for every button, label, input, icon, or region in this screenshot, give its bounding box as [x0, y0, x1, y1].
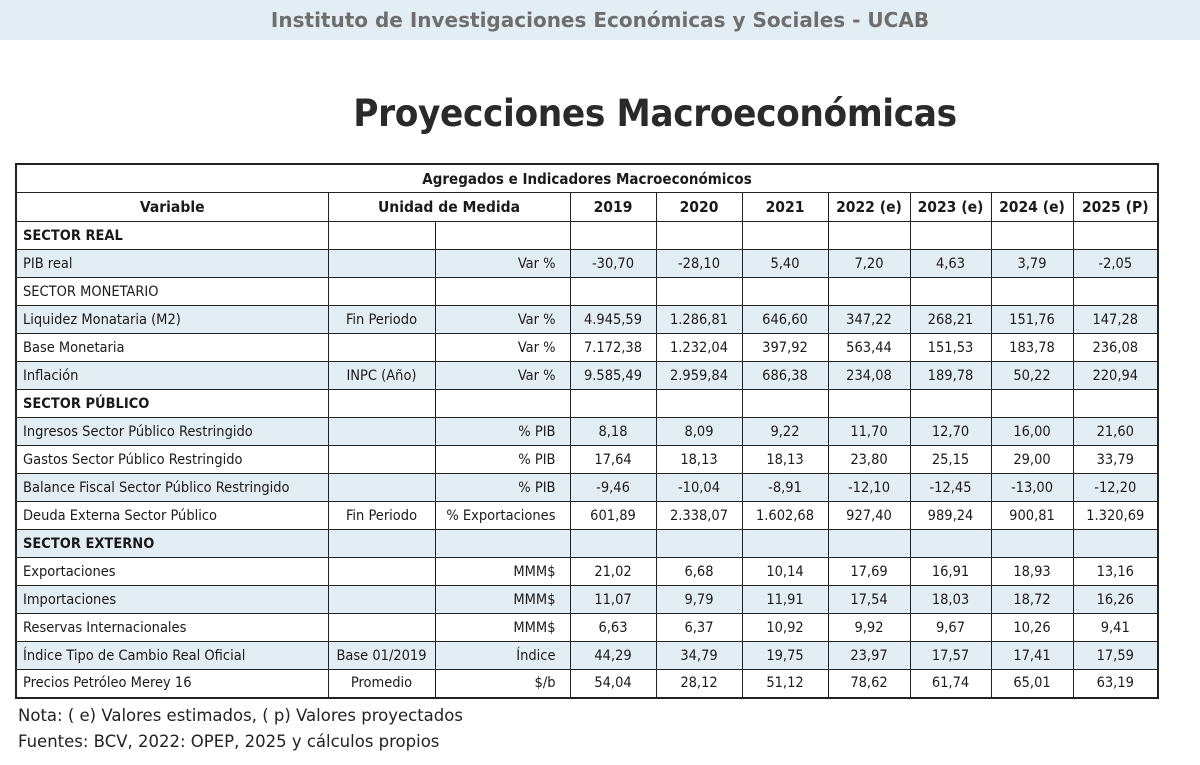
- unit-measure: [328, 530, 435, 558]
- institute-header: [0, 0, 1200, 40]
- unit-measure: [328, 222, 435, 250]
- table-header-row: [16, 193, 1158, 222]
- value-cell: 4,63: [910, 250, 991, 278]
- value-cell: [570, 390, 656, 418]
- unit-measure: [328, 418, 435, 446]
- value-cell: [991, 278, 1073, 306]
- unit-type: MMM$: [435, 558, 570, 586]
- table-row: [16, 390, 1158, 418]
- unit-type: MMM$: [435, 614, 570, 642]
- value-cell: 1.602,68: [742, 502, 828, 530]
- value-cell: 1.320,69: [1073, 502, 1158, 530]
- header-variable: Variable: [16, 193, 328, 222]
- unit-type: Índice: [435, 642, 570, 670]
- header-year: 2022 (e): [828, 193, 910, 222]
- value-cell: 900,81: [991, 502, 1073, 530]
- row-label: Precios Petróleo Merey 16: [16, 670, 328, 698]
- unit-measure: Fin Periodo: [328, 306, 435, 334]
- value-cell: 11,91: [742, 586, 828, 614]
- value-cell: 34,79: [656, 642, 742, 670]
- value-cell: 17,57: [910, 642, 991, 670]
- value-cell: 151,53: [910, 334, 991, 362]
- header-year: 2025 (P): [1073, 193, 1158, 222]
- table-caption: Agregados e Indicadores Macroeconómicos: [16, 164, 1158, 193]
- value-cell: 2.959,84: [656, 362, 742, 390]
- table-row: [16, 250, 1158, 278]
- value-cell: [828, 390, 910, 418]
- unit-measure: [328, 558, 435, 586]
- row-label: Ingresos Sector Público Restringido: [16, 418, 328, 446]
- value-cell: -8,91: [742, 474, 828, 502]
- value-cell: [991, 530, 1073, 558]
- unit-type: Var %: [435, 306, 570, 334]
- value-cell: 12,70: [910, 418, 991, 446]
- row-label: Exportaciones: [16, 558, 328, 586]
- value-cell: 3,79: [991, 250, 1073, 278]
- value-cell: [742, 278, 828, 306]
- value-cell: 61,74: [910, 670, 991, 698]
- value-cell: 63,19: [1073, 670, 1158, 698]
- table-row: [16, 586, 1158, 614]
- value-cell: 29,00: [991, 446, 1073, 474]
- value-cell: 1.232,04: [656, 334, 742, 362]
- value-cell: 1.286,81: [656, 306, 742, 334]
- value-cell: 601,89: [570, 502, 656, 530]
- value-cell: [1073, 278, 1158, 306]
- value-cell: 25,15: [910, 446, 991, 474]
- value-cell: 10,26: [991, 614, 1073, 642]
- value-cell: 19,75: [742, 642, 828, 670]
- value-cell: 11,70: [828, 418, 910, 446]
- value-cell: 18,72: [991, 586, 1073, 614]
- unit-type: Var %: [435, 334, 570, 362]
- value-cell: 7,20: [828, 250, 910, 278]
- value-cell: 13,16: [1073, 558, 1158, 586]
- value-cell: 9,92: [828, 614, 910, 642]
- table-row: [16, 418, 1158, 446]
- value-cell: 9,41: [1073, 614, 1158, 642]
- value-cell: 183,78: [991, 334, 1073, 362]
- header-year: 2020: [656, 193, 742, 222]
- unit-measure: Base 01/2019: [328, 642, 435, 670]
- unit-type: $/b: [435, 670, 570, 698]
- value-cell: 10,14: [742, 558, 828, 586]
- table-row: [16, 278, 1158, 306]
- value-cell: 9,67: [910, 614, 991, 642]
- table-row: [16, 334, 1158, 362]
- value-cell: 9,22: [742, 418, 828, 446]
- value-cell: [656, 222, 742, 250]
- value-cell: 10,92: [742, 614, 828, 642]
- value-cell: 78,62: [828, 670, 910, 698]
- unit-type: % PIB: [435, 446, 570, 474]
- value-cell: 17,69: [828, 558, 910, 586]
- table-row: [16, 558, 1158, 586]
- value-cell: [828, 222, 910, 250]
- value-cell: [991, 222, 1073, 250]
- value-cell: 563,44: [828, 334, 910, 362]
- value-cell: [828, 278, 910, 306]
- value-cell: 17,64: [570, 446, 656, 474]
- table-row: [16, 642, 1158, 670]
- value-cell: [656, 530, 742, 558]
- unit-type: [435, 390, 570, 418]
- row-label: Índice Tipo de Cambio Real Oficial: [16, 642, 328, 670]
- value-cell: 23,80: [828, 446, 910, 474]
- value-cell: [910, 222, 991, 250]
- value-cell: 6,68: [656, 558, 742, 586]
- row-label: SECTOR EXTERNO: [16, 530, 328, 558]
- unit-type: % PIB: [435, 474, 570, 502]
- value-cell: 686,38: [742, 362, 828, 390]
- table-row: [16, 306, 1158, 334]
- value-cell: 151,76: [991, 306, 1073, 334]
- value-cell: 17,54: [828, 586, 910, 614]
- value-cell: 28,12: [656, 670, 742, 698]
- value-cell: [1073, 222, 1158, 250]
- table-row: [16, 362, 1158, 390]
- value-cell: 33,79: [1073, 446, 1158, 474]
- table-body: [16, 222, 1158, 698]
- value-cell: [656, 278, 742, 306]
- row-label: Base Monetaria: [16, 334, 328, 362]
- notes: [18, 703, 463, 755]
- value-cell: [910, 390, 991, 418]
- value-cell: [570, 222, 656, 250]
- header-year: 2021: [742, 193, 828, 222]
- value-cell: -28,10: [656, 250, 742, 278]
- value-cell: 8,09: [656, 418, 742, 446]
- value-cell: 11,07: [570, 586, 656, 614]
- value-cell: 8,18: [570, 418, 656, 446]
- header-unidad: Unidad de Medida: [328, 193, 570, 222]
- value-cell: 54,04: [570, 670, 656, 698]
- unit-type: [435, 530, 570, 558]
- table-row: [16, 614, 1158, 642]
- value-cell: 347,22: [828, 306, 910, 334]
- value-cell: 17,59: [1073, 642, 1158, 670]
- row-label: SECTOR MONETARIO: [16, 278, 328, 306]
- value-cell: -10,04: [656, 474, 742, 502]
- unit-measure: Fin Periodo: [328, 502, 435, 530]
- row-label: Deuda Externa Sector Público: [16, 502, 328, 530]
- row-label: Gastos Sector Público Restringido: [16, 446, 328, 474]
- value-cell: 18,13: [656, 446, 742, 474]
- table-row: [16, 446, 1158, 474]
- row-label: Importaciones: [16, 586, 328, 614]
- value-cell: -13,00: [991, 474, 1073, 502]
- value-cell: [991, 390, 1073, 418]
- unit-measure: [328, 250, 435, 278]
- value-cell: 189,78: [910, 362, 991, 390]
- value-cell: 6,37: [656, 614, 742, 642]
- value-cell: 65,01: [991, 670, 1073, 698]
- unit-measure: [328, 474, 435, 502]
- value-cell: 16,00: [991, 418, 1073, 446]
- value-cell: 268,21: [910, 306, 991, 334]
- header-year: 2019: [570, 193, 656, 222]
- value-cell: [656, 390, 742, 418]
- macro-indicators-table: [15, 163, 1159, 699]
- value-cell: -12,10: [828, 474, 910, 502]
- row-label: Inflación: [16, 362, 328, 390]
- value-cell: 23,97: [828, 642, 910, 670]
- value-cell: -2,05: [1073, 250, 1158, 278]
- unit-type: MMM$: [435, 586, 570, 614]
- value-cell: [570, 278, 656, 306]
- unit-type: % PIB: [435, 418, 570, 446]
- row-label: PIB real: [16, 250, 328, 278]
- value-cell: [742, 390, 828, 418]
- table-caption-row: [16, 164, 1158, 193]
- value-cell: 17,41: [991, 642, 1073, 670]
- value-cell: -12,45: [910, 474, 991, 502]
- table-row: [16, 670, 1158, 698]
- note-sources: Fuentes: BCV, 2022: OPEP, 2025 y cálculos propios: [18, 732, 440, 751]
- unit-type: % Exportaciones: [435, 502, 570, 530]
- value-cell: [910, 278, 991, 306]
- value-cell: -9,46: [570, 474, 656, 502]
- value-cell: -12,20: [1073, 474, 1158, 502]
- note-estimates: Nota: ( e) Valores estimados, ( p) Valores proyectados: [18, 706, 463, 725]
- value-cell: 2.338,07: [656, 502, 742, 530]
- header-year: 2023 (e): [910, 193, 991, 222]
- value-cell: [828, 530, 910, 558]
- row-label: Liquidez Monataria (M2): [16, 306, 328, 334]
- page-title: Proyecciones Macroeconómicas: [353, 92, 957, 135]
- unit-measure: [328, 586, 435, 614]
- unit-measure: [328, 334, 435, 362]
- unit-measure: [328, 614, 435, 642]
- value-cell: 147,28: [1073, 306, 1158, 334]
- value-cell: [1073, 390, 1158, 418]
- row-label: Balance Fiscal Sector Público Restringido: [16, 474, 328, 502]
- value-cell: 16,91: [910, 558, 991, 586]
- value-cell: 4.945,59: [570, 306, 656, 334]
- value-cell: 18,93: [991, 558, 1073, 586]
- value-cell: 21,60: [1073, 418, 1158, 446]
- value-cell: 44,29: [570, 642, 656, 670]
- row-label: Reservas Internacionales: [16, 614, 328, 642]
- value-cell: [742, 222, 828, 250]
- unit-measure: [328, 278, 435, 306]
- table-row: [16, 222, 1158, 250]
- unit-type: Var %: [435, 362, 570, 390]
- value-cell: 5,40: [742, 250, 828, 278]
- value-cell: 9,79: [656, 586, 742, 614]
- institute-name: Instituto de Investigaciones Económicas y Sociales - UCAB: [270, 8, 930, 32]
- value-cell: [1073, 530, 1158, 558]
- value-cell: -30,70: [570, 250, 656, 278]
- value-cell: 989,24: [910, 502, 991, 530]
- value-cell: 18,13: [742, 446, 828, 474]
- value-cell: 50,22: [991, 362, 1073, 390]
- header-year: 2024 (e): [991, 193, 1073, 222]
- value-cell: 9.585,49: [570, 362, 656, 390]
- row-label: SECTOR REAL: [16, 222, 328, 250]
- value-cell: [570, 530, 656, 558]
- table-row: [16, 502, 1158, 530]
- value-cell: 397,92: [742, 334, 828, 362]
- unit-measure: Promedio: [328, 670, 435, 698]
- unit-measure: INPC (Año): [328, 362, 435, 390]
- unit-type: [435, 278, 570, 306]
- value-cell: 646,60: [742, 306, 828, 334]
- value-cell: 16,26: [1073, 586, 1158, 614]
- value-cell: 236,08: [1073, 334, 1158, 362]
- unit-type: [435, 222, 570, 250]
- unit-measure: [328, 390, 435, 418]
- value-cell: 234,08: [828, 362, 910, 390]
- value-cell: 6,63: [570, 614, 656, 642]
- row-label: SECTOR PÚBLICO: [16, 390, 328, 418]
- value-cell: 220,94: [1073, 362, 1158, 390]
- value-cell: [910, 530, 991, 558]
- table-row: [16, 530, 1158, 558]
- value-cell: 21,02: [570, 558, 656, 586]
- unit-measure: [328, 446, 435, 474]
- unit-type: Var %: [435, 250, 570, 278]
- value-cell: 18,03: [910, 586, 991, 614]
- value-cell: 927,40: [828, 502, 910, 530]
- table-row: [16, 474, 1158, 502]
- value-cell: [742, 530, 828, 558]
- value-cell: 51,12: [742, 670, 828, 698]
- value-cell: 7.172,38: [570, 334, 656, 362]
